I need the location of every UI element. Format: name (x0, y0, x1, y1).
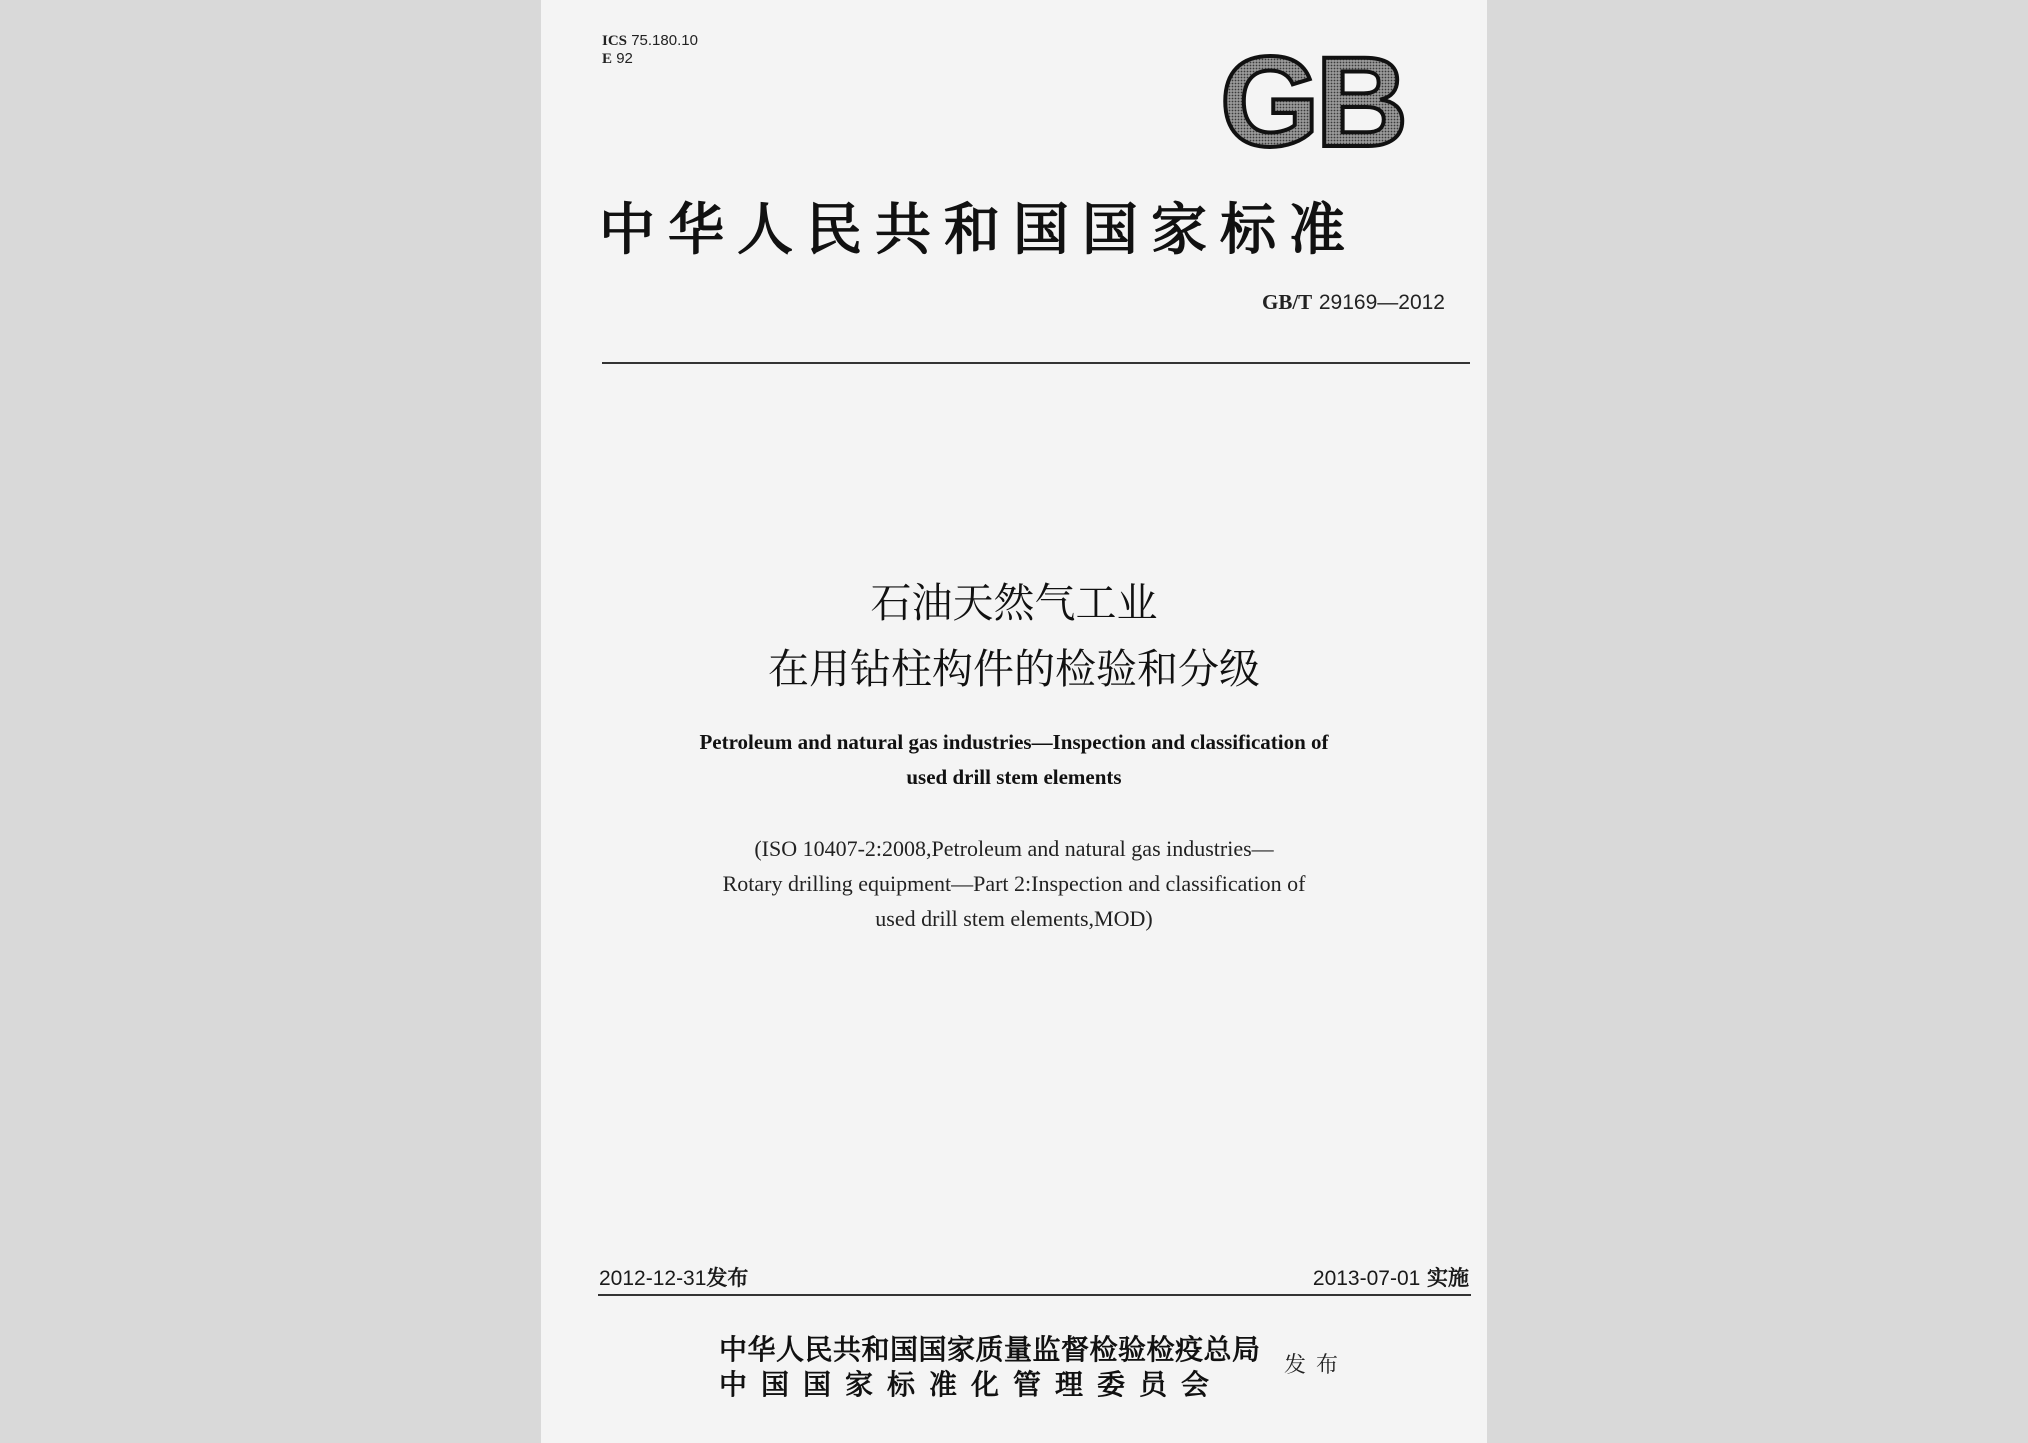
logo-lettering: GB (1220, 46, 1404, 158)
chinese-title-line-2: 在用钻柱构件的检验和分级 (768, 645, 1260, 693)
iso-reference-line-1: (ISO 10407-2:2008,Petroleum and natural gas industries— (754, 836, 1274, 861)
chinese-title-line-1: 石油天然气工业 (870, 579, 1158, 627)
implementation-date (1313, 1262, 1469, 1292)
header-divider (602, 362, 1470, 364)
standard-cover-page (541, 0, 1487, 1443)
english-title (541, 725, 1487, 795)
english-title-line-1: Petroleum and natural gas industries—Inspection and classification of (699, 730, 1329, 754)
iso-reference-line-3: used drill stem elements,MOD) (875, 906, 1153, 931)
publish-date (599, 1262, 748, 1292)
issuer-line-2: 中国国家标准化管理委员会 (719, 1368, 1224, 1401)
implementation-date-value: 2013-07-01 (1312, 1267, 1421, 1290)
publish-date-label: 发布 (706, 1266, 749, 1290)
classification-codes (602, 32, 698, 68)
standard-number (1262, 290, 1445, 315)
ccs-code-line (602, 50, 698, 68)
publish-date-value: 2012-12-31 (599, 1267, 707, 1290)
footer-divider (598, 1294, 1471, 1296)
standard-prefix: GB/T (1262, 290, 1313, 314)
iso-reference-line-2: Rotary drilling equipment—Part 2:Inspection and classification of (722, 871, 1306, 896)
ics-code: 75.180.10 (631, 32, 698, 49)
ics-label: ICS (602, 33, 628, 49)
country-standard-title: 中华人民共和国国家标准 (599, 197, 1358, 263)
ics-code-line (602, 32, 698, 50)
standard-code: 29169—2012 (1318, 291, 1445, 314)
ccs-label: E (602, 51, 613, 67)
issuer-line-1: 中华人民共和国国家质量监督检验检疫总局 (719, 1333, 1261, 1366)
implementation-date-label: 实施 (1427, 1266, 1469, 1290)
ccs-code: 92 (616, 50, 633, 67)
gb-logo (1204, 46, 1420, 158)
english-title-line-2: used drill stem elements (906, 765, 1122, 789)
issue-label: 发布 (1284, 1353, 1349, 1378)
iso-reference (541, 831, 1487, 936)
